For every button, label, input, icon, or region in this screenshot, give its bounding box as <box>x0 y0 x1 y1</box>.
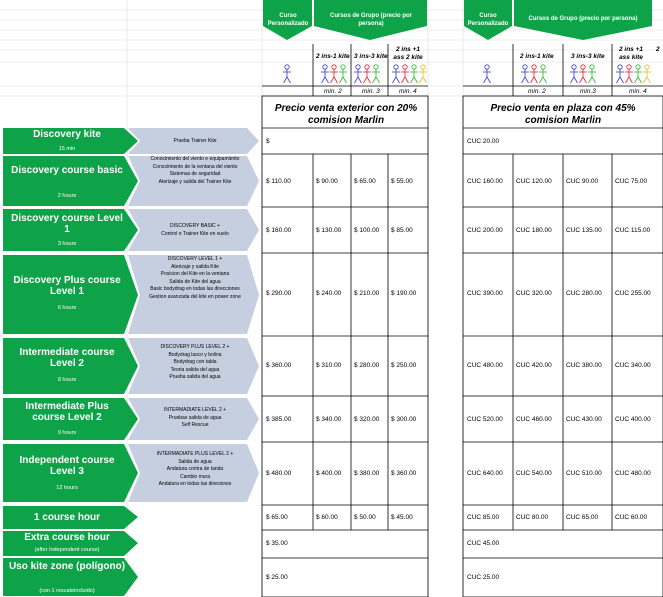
ratio-right-4: 2 <box>656 46 660 53</box>
price-right-6-3: CUC 480.00 <box>615 470 651 477</box>
price-left-7-2: $ 50.00 <box>354 514 376 521</box>
price-right-7-1: CUC 80.00 <box>516 514 549 521</box>
course-sub-2: 3 hours <box>57 241 77 247</box>
course-desc-6 <box>140 451 250 489</box>
course-sub-0: 15 min <box>58 146 76 152</box>
price-right-2-1: CUC 180.00 <box>516 227 552 234</box>
price-left-5-3: $ 300.00 <box>391 416 417 423</box>
price-right-6-0: CUC 640.00 <box>467 470 503 477</box>
price-left-5-1: $ 340.00 <box>316 416 342 423</box>
price-left-4-0: $ 360.00 <box>266 362 292 369</box>
price-right-7-3: CUC 60.00 <box>615 514 648 521</box>
desc-line: Teoria salida del agua <box>170 366 220 373</box>
price-left-6-2: $ 380.00 <box>354 470 380 477</box>
min-left-3: min. 4 <box>399 88 417 95</box>
price-left-0-0: $ <box>266 138 270 145</box>
price-left-5-2: $ 320.00 <box>354 416 380 423</box>
price-left-8-0: $ 35.00 <box>266 540 288 547</box>
price-left-6-1: $ 400.00 <box>316 470 342 477</box>
price-left-2-3: $ 85.00 <box>391 227 413 234</box>
price-left-2-0: $ 160.00 <box>266 227 292 234</box>
desc-line: INTERMADIATE PLUS LEVEL 2 + <box>156 451 234 457</box>
header-personal-right: Curso Personalizado <box>467 13 509 27</box>
course-sub-5: 9 hours <box>57 430 77 436</box>
course-sub-4: 8 hours <box>57 377 77 383</box>
price-left-9-0: $ 25.00 <box>266 574 288 581</box>
course-name-8: Extra course hour <box>24 532 110 543</box>
title-right: Precio venta en plaza con 45% comision Marlin <box>490 103 636 126</box>
course-sub-3: 6 hours <box>57 305 77 311</box>
course-sub-8: (after Independent course) <box>34 547 100 553</box>
course-desc-2 <box>140 223 250 238</box>
course-desc-4 <box>140 344 250 382</box>
course-name-0: Discovery kite <box>33 129 101 140</box>
min-left-2: min. 3 <box>362 88 380 95</box>
price-right-3-3: CUC 255.00 <box>615 290 651 297</box>
course-name-7: 1 course hour <box>33 512 101 523</box>
price-right-6-2: CUC 510.00 <box>566 470 602 477</box>
course-name-6: Independent course Level 3 <box>19 455 115 477</box>
price-right-4-1: CUC 420.00 <box>516 362 552 369</box>
price-left-3-2: $ 210.00 <box>354 290 380 297</box>
desc-line: Andatura contra de tanda <box>166 466 224 473</box>
course-name-1: Discovery course basic <box>11 165 123 176</box>
desc-line: Salida de Kite del agua <box>169 278 221 285</box>
course-desc-0 <box>140 138 250 146</box>
price-right-7-2: CUC 65.00 <box>566 514 599 521</box>
course-sub-1: 2 hours <box>57 193 77 199</box>
ratio-left-1: 2 ins-1 kite <box>316 53 350 60</box>
desc-line: Conocimiento del viento e equipamiento <box>150 156 240 162</box>
price-right-2-2: CUC 135.00 <box>566 227 602 234</box>
desc-line: Prueba salida del agua <box>169 374 221 381</box>
desc-line: Andatura en todas las direciones <box>158 481 232 488</box>
course-sub-9: (con 1 rescateincluido) <box>39 588 95 594</box>
desc-line: Basic bodydrag en todas las direcciones <box>150 286 240 293</box>
course-name-3: Discovery Plus course Level 1 <box>13 275 121 297</box>
price-left-3-1: $ 240.00 <box>316 290 342 297</box>
ratio-right-1: 2 ins-1 kite <box>520 53 554 60</box>
desc-line: Prueba Trainer Kite <box>173 138 217 144</box>
price-right-4-2: CUC 380.00 <box>566 362 602 369</box>
header-group-left: Cursos de Grupo (precio por persona) <box>329 13 412 27</box>
price-right-4-0: CUC 480.00 <box>467 362 503 369</box>
price-right-1-0: CUC 160.00 <box>467 178 503 185</box>
price-left-2-2: $ 100.00 <box>354 227 380 234</box>
desc-line: DISCOVERY LEVEL 1 + <box>167 256 223 262</box>
min-right-3: min. 4 <box>629 88 647 95</box>
desc-line: Conocimiento de la ventana del viento <box>152 163 238 170</box>
course-desc-1 <box>140 156 250 186</box>
course-desc-5 <box>140 407 250 430</box>
ratio-right-3: 2 ins +1 ass kite <box>618 46 644 61</box>
price-right-5-1: CUC 460.00 <box>516 416 552 423</box>
price-right-1-3: CUC 75.00 <box>615 178 648 185</box>
desc-line: Aterizaje y salida Kite <box>171 263 219 270</box>
desc-line: DISCOVERY PLUS LEVEL 2 + <box>160 344 230 350</box>
course-name-9: Uso kite zone (polígono) <box>8 561 126 572</box>
price-left-7-0: $ 65.00 <box>266 514 288 521</box>
price-left-4-1: $ 310.00 <box>316 362 342 369</box>
price-right-2-3: CUC 115.00 <box>615 227 651 234</box>
price-left-4-3: $ 250.00 <box>391 362 417 369</box>
price-right-0-0: CUC 20.00 <box>467 138 500 145</box>
people-figures <box>262 62 663 86</box>
price-left-7-3: $ 45.00 <box>391 514 413 521</box>
price-right-5-0: CUC 520.00 <box>467 416 503 423</box>
desc-line: Posicion del Kite en la ventana <box>160 271 230 278</box>
min-left-1: min. 2 <box>324 88 342 95</box>
course-name-4: Intermediate course Level 2 <box>19 347 115 369</box>
desc-line: Self Rescue <box>181 422 209 429</box>
min-right-2: min.3 <box>580 88 596 95</box>
price-left-3-0: $ 290.00 <box>266 290 292 297</box>
price-right-1-2: CUC 90.00 <box>566 178 599 185</box>
desc-line: INTERMADIATE LEVEL 2 + <box>163 407 227 413</box>
desc-line: Gestion avanzada del kite en power zone <box>149 293 241 300</box>
desc-line: Bodydrag lasco y bolina <box>168 351 222 358</box>
price-right-4-3: CUC 340.00 <box>615 362 651 369</box>
desc-line: Pruebas salida de agua <box>168 414 222 421</box>
course-sub-6: 12 hours <box>56 485 78 491</box>
price-right-3-0: CUC 390.00 <box>467 290 503 297</box>
desc-line: Control o Trainer Kite en vuelo <box>161 230 229 237</box>
price-left-6-3: $ 360.00 <box>391 470 417 477</box>
price-left-1-2: $ 65.00 <box>354 178 376 185</box>
desc-line: Sistemas de seguridad <box>169 171 221 178</box>
price-right-7-0: CUC 85.00 <box>467 514 500 521</box>
desc-line: Bodydrag con tabla <box>173 359 217 366</box>
desc-line: Aterizaje y salida del Trainer Kite <box>158 178 232 185</box>
ratio-left-3: 2 ins +1 ass 2 kite <box>393 46 423 61</box>
price-left-7-1: $ 60.00 <box>316 514 338 521</box>
course-desc-3 <box>140 256 250 302</box>
price-left-6-0: $ 480.00 <box>266 470 292 477</box>
price-left-5-0: $ 385.00 <box>266 416 292 423</box>
header-personal-left: Curso Personalizado <box>267 13 309 27</box>
price-left-2-1: $ 130.00 <box>316 227 342 234</box>
price-right-2-0: CUC 200.00 <box>467 227 503 234</box>
desc-line: Salida de agua <box>178 458 212 465</box>
price-right-3-2: CUC 280.00 <box>566 290 602 297</box>
header-group-right: Cursos de Grupo (precio por persona) <box>528 16 638 22</box>
ratio-left-2: 3 ins-3 kite <box>354 53 388 60</box>
price-right-8-0: CUC 45.00 <box>467 540 500 547</box>
price-left-1-1: $ 90.00 <box>316 178 338 185</box>
ratio-right-2: 3 ins-3 kite <box>571 53 605 60</box>
price-left-1-3: $ 55.00 <box>391 178 413 185</box>
min-right-1: min. 2 <box>528 88 546 95</box>
price-right-1-1: CUC 120.00 <box>516 178 552 185</box>
desc-line: DISCOVERY BASIC + <box>170 223 220 229</box>
course-name-5: Intermediate Plus course Level 2 <box>25 401 109 423</box>
desc-line: Cambio mura <box>179 473 210 480</box>
course-name-2: Discovery course Level 1 <box>11 213 123 235</box>
price-right-9-0: CUC 25.00 <box>467 574 500 581</box>
price-left-1-0: $ 110.00 <box>266 178 291 185</box>
price-right-5-2: CUC 430.00 <box>566 416 602 423</box>
title-left: Precio venta exterior con 20% comision Marlin <box>274 103 418 126</box>
price-left-3-3: $ 190.00 <box>391 290 417 297</box>
price-right-3-1: CUC 320.00 <box>516 290 552 297</box>
price-right-6-1: CUC 540.00 <box>516 470 552 477</box>
price-left-4-2: $ 280.00 <box>354 362 380 369</box>
price-right-5-3: CUC 400.00 <box>615 416 651 423</box>
